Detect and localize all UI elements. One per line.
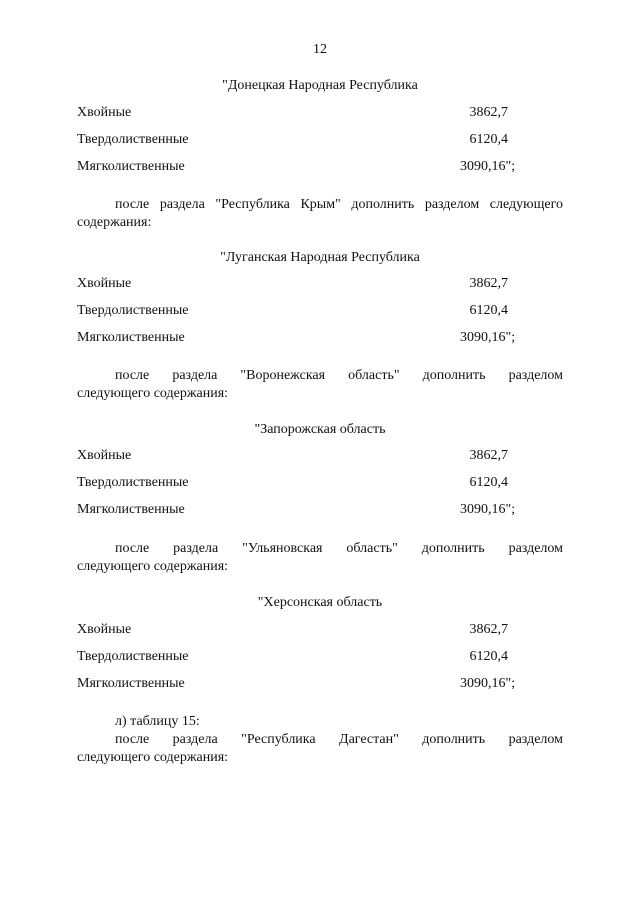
species-label: Хвойные xyxy=(77,622,132,637)
table-row xyxy=(77,447,589,465)
species-label: Мягколиственные xyxy=(77,330,185,345)
species-value: 3862,7 xyxy=(469,622,508,637)
species-label: Твердолиственные xyxy=(77,475,189,490)
species-label: Твердолиственные xyxy=(77,132,189,147)
species-value: 6120,4 xyxy=(469,132,508,147)
paragraph-line: следующего содержания: xyxy=(77,750,229,765)
species-label: Хвойные xyxy=(77,448,132,463)
species-value: 6120,4 xyxy=(469,475,508,490)
species-value: 3090,16"; xyxy=(460,502,516,517)
table-row xyxy=(77,501,589,519)
paragraph-line: после раздела "Республика Дагестан" дополнить разделом xyxy=(115,732,563,747)
species-label: Твердолиственные xyxy=(77,303,189,318)
paragraph-line: следующего содержания: xyxy=(77,386,229,401)
paragraph-line: содержания: xyxy=(77,215,152,230)
paragraph-line: после раздела "Республика Крым" дополнить разделом следующего xyxy=(115,197,563,212)
species-value: 6120,4 xyxy=(469,303,508,318)
page-number: 12 xyxy=(313,42,327,57)
table-row xyxy=(77,302,589,320)
list-item-marker: л) таблицу 15: xyxy=(115,714,200,729)
species-value: 3862,7 xyxy=(469,105,508,120)
table-row xyxy=(77,329,589,347)
section-heading: "Донецкая Народная Республика xyxy=(222,78,418,93)
species-value: 3862,7 xyxy=(469,448,508,463)
species-value: 3090,16"; xyxy=(460,676,516,691)
species-value: 3090,16"; xyxy=(460,330,516,345)
table-row xyxy=(77,158,589,176)
species-label: Мягколиственные xyxy=(77,159,185,174)
species-label: Мягколиственные xyxy=(77,676,185,691)
paragraph-line: следующего содержания: xyxy=(77,559,229,574)
species-value: 6120,4 xyxy=(469,649,508,664)
table-row xyxy=(77,131,589,149)
table-row xyxy=(77,275,589,293)
species-label: Мягколиственные xyxy=(77,502,185,517)
species-label: Хвойные xyxy=(77,105,132,120)
table-row xyxy=(77,675,589,693)
section-heading: "Запорожская область xyxy=(254,422,386,437)
species-value: 3090,16"; xyxy=(460,159,516,174)
paragraph-line: после раздела "Воронежская область" дополнить разделом xyxy=(115,368,563,383)
table-row xyxy=(77,648,589,666)
species-label: Хвойные xyxy=(77,276,132,291)
table-row xyxy=(77,474,589,492)
species-value: 3862,7 xyxy=(469,276,508,291)
paragraph-line: после раздела "Ульяновская область" дополнить разделом xyxy=(115,541,563,556)
section-heading: "Луганская Народная Республика xyxy=(220,250,420,265)
table-row xyxy=(77,621,589,639)
section-heading: "Херсонская область xyxy=(257,595,383,610)
species-label: Твердолиственные xyxy=(77,649,189,664)
table-row xyxy=(77,104,589,122)
